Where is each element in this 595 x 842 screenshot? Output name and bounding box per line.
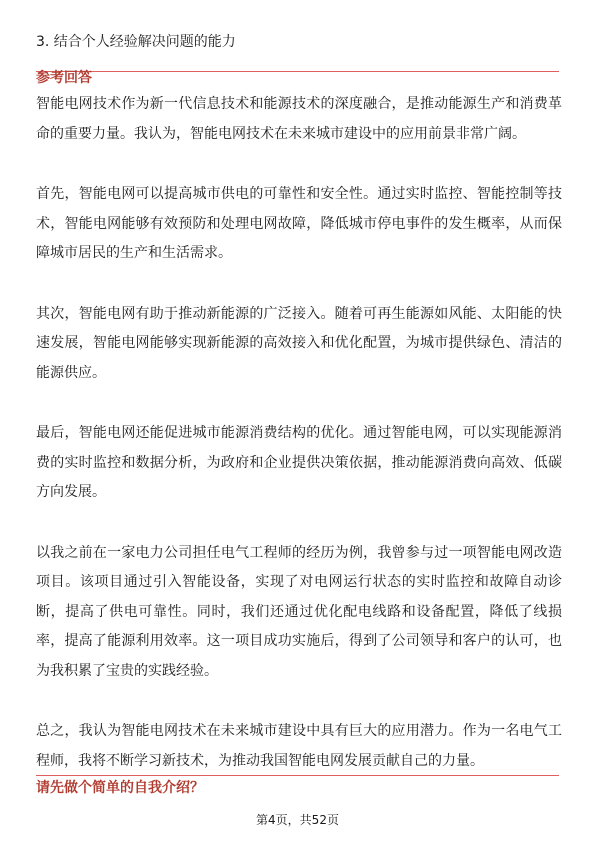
answer-label: 参考回答: [36, 70, 92, 86]
answer-paragraph-conclusion: 总之，我认为智能电网技术在未来城市建设中具有巨大的应用潜力。作为一名电气工程师，我将不断学习新技术，为推动我国智能电网发展贡献自己的力量。: [36, 723, 562, 769]
answer-paragraph-second-point: 其次，智能电网有助于推动新能源的广泛接入。随着可再生能源如风能、太阳能的快速发展，智能电网能够实现新能源的高效接入和优化配置，为城市提供绿色、清洁的能源供应。: [36, 305, 562, 381]
answer-paragraph-third-point: 最后，智能电网还能促进城市能源消费结构的优化。通过智能电网，可以实现能源消费的实时监控和数据分析，为政府和企业提供决策依据，推动能源消费向高效、低碳方向发展。: [36, 425, 562, 500]
answer-paragraph-intro: 智能电网技术作为新一代信息技术和能源技术的深度融合，是推动能源生产和消费革命的重要力量。我认为，智能电网技术在未来城市建设中的应用前景非常广阔。: [36, 96, 562, 142]
page-content: [36, 32, 562, 807]
page-number-footer: 第4页，共52页: [256, 813, 339, 827]
question-title: 3. 结合个人经验解决问题的能力: [36, 34, 236, 50]
section-divider-bottom: [36, 775, 559, 776]
answer-paragraph-experience: 以我之前在一家电力公司担任电气工程师的经历为例，我曾参与过一项智能电网改造项目。该项目通过引入智能设备，实现了对电网运行状态的实时监控和故障自动诊断，提高了供电可靠性。同时，我们还通过优化配电线路和设备配置，降低了线损率，提高了能源利用效率。这一项目成功实施后，得到了公司领导和客户的认可，也为我积累了宝贵的实践经验。: [36, 544, 562, 679]
answer-paragraph-first-point: 首先，智能电网可以提高城市供电的可靠性和安全性。通过实时监控、智能控制等技术，智能电网能够有效预防和处理电网故障，降低城市停电事件的发生概率，从而保障城市居民的生产和生活需求。: [36, 186, 562, 261]
next-question-title: 请先做个简单的自我介绍？: [36, 780, 204, 796]
